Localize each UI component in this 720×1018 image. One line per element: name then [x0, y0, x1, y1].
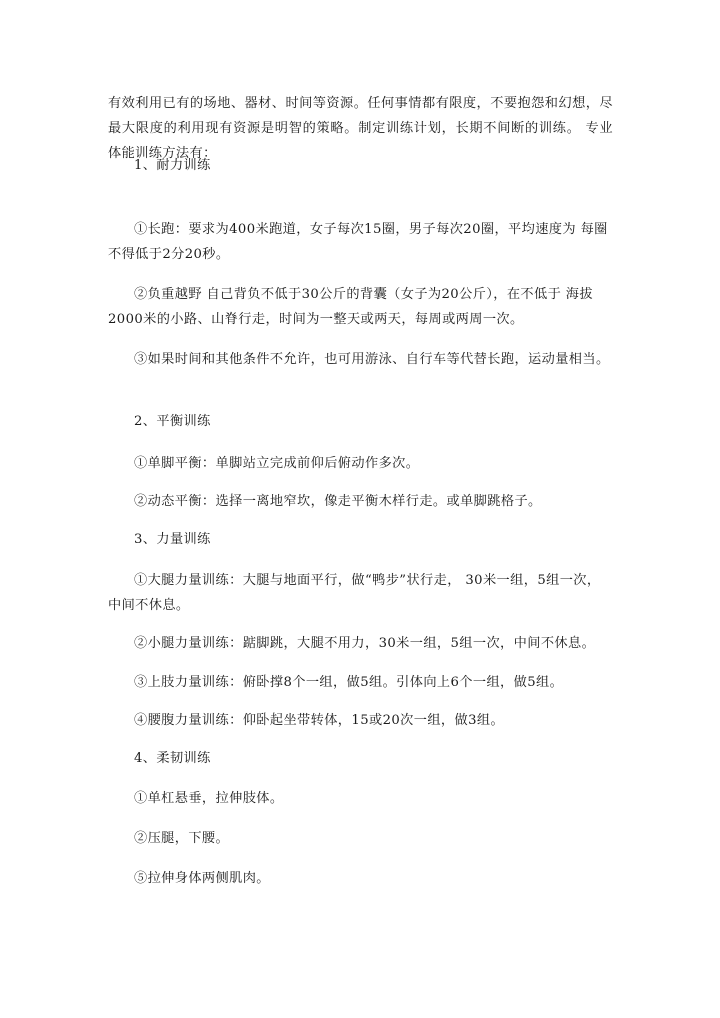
flexibility-item-side-stretch: ⑤拉伸身体两侧肌肉。	[134, 871, 270, 886]
endurance-item-alternatives: ③如果时间和其他条件不允许，也可用游泳、自行车等代替长跑，运动量相当。	[134, 352, 610, 367]
endurance-item-running: ①长跑：要求为400米跑道，女子每次15圈，男子每次20圈，平均速度为 每圈不得低于2分20秒。	[108, 222, 608, 262]
section-heading-flexibility: 4、柔韧训练	[134, 751, 211, 766]
balance-item-dynamic: ②动态平衡：选择一离地窄坎，像走平衡木样行走。或单脚跳格子。	[134, 494, 542, 509]
strength-item-core: ④腰腹力量训练：仰卧起坐带转体，15或20次一组，做3组。	[134, 713, 505, 728]
section-heading-endurance: 1、耐力训练	[134, 158, 211, 173]
section-heading-balance: 2、平衡训练	[134, 414, 211, 429]
strength-item-thigh: ①大腿力量训练：大腿与地面平行，做“鸭步”状行走， 30米一组，5组一次，中间不休息。	[108, 573, 601, 613]
intro-paragraph: 有效利用已有的场地、器材、时间等资源。任何事情都有限度，不要抱怨和幻想，尽最大限度的利用现有资源是明智的策略。制定训练计划，长期不间断的训练。 专业体能训练方法有：	[108, 96, 613, 161]
endurance-item-weighted-hike: ②负重越野 自己背负不低于30公斤的背囊（女子为20公斤），在不低于 海拔2000米的小路、山脊行走，时间为一整天或两天，每周或两周一次。	[108, 287, 593, 327]
strength-item-upper-body: ③上肢力量训练：俯卧撑8个一组，做5组。引体向上6个一组，做5组。	[134, 675, 564, 690]
section-heading-strength: 3、力量训练	[134, 532, 211, 547]
flexibility-item-hang: ①单杠悬垂，拉伸肢体。	[134, 791, 284, 806]
strength-item-calf: ②小腿力量训练：踮脚跳，大腿不用力，30米一组，5组一次，中间不休息。	[134, 636, 596, 651]
balance-item-single-leg: ①单脚平衡：单脚站立完成前仰后俯动作多次。	[134, 456, 420, 471]
flexibility-item-leg-press: ②压腿，下腰。	[134, 831, 230, 846]
